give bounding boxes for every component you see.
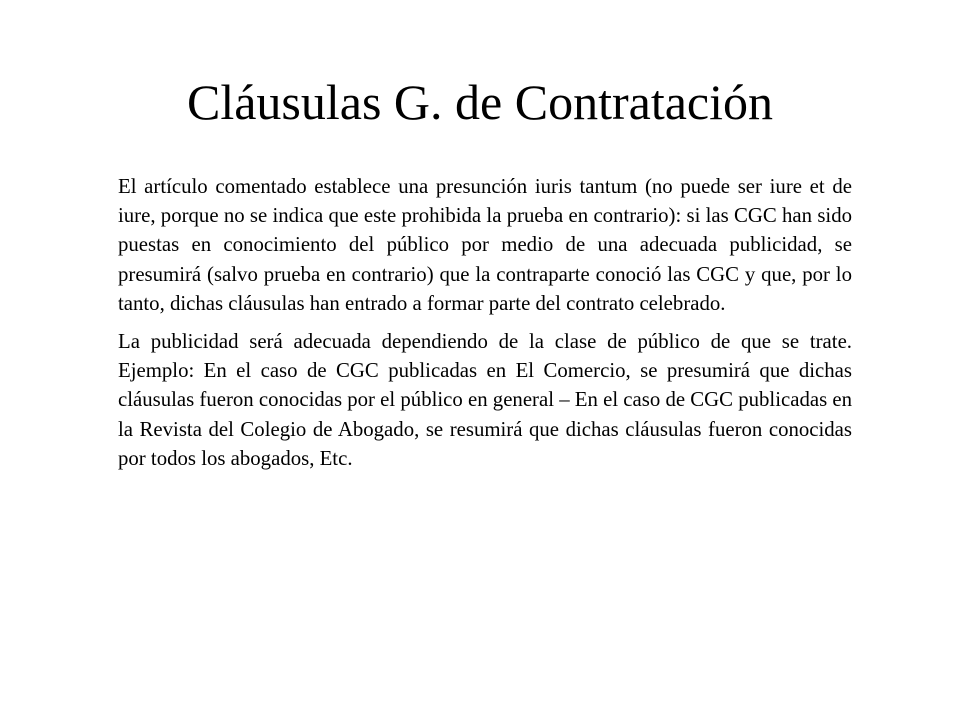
paragraph-presuncion: El artículo comentado establece una presunción iuris tantum (no puede ser iure et de iure, porque no se indica que este prohibida la prueba en contrario): si las CGC han sido puestas en conocimiento del público por medio de una adecuada publicidad, se presumirá (salvo prueba en contrario) que la contraparte conoció las CGC y que, por lo tanto, dichas cláusulas han entrado a formar parte del contrato celebrado. <box>118 175 852 315</box>
slide-title <box>0 70 960 134</box>
slide-title-text: Cláusulas G. de Contratación <box>187 74 773 130</box>
paragraph-publicidad: La publicidad será adecuada dependiendo de la clase de público de que se trate. Ejemplo: En el caso de CGC publicadas en El Comercio, se presumirá que dichas cláusulas fueron conocidas por el público en general – En el caso de CGC publicadas en la Revista del Colegio de Abogado, se resumirá que dichas cláusulas fueron conocidas por todos los abogados, Etc. <box>118 330 853 470</box>
slide-body <box>118 172 852 473</box>
